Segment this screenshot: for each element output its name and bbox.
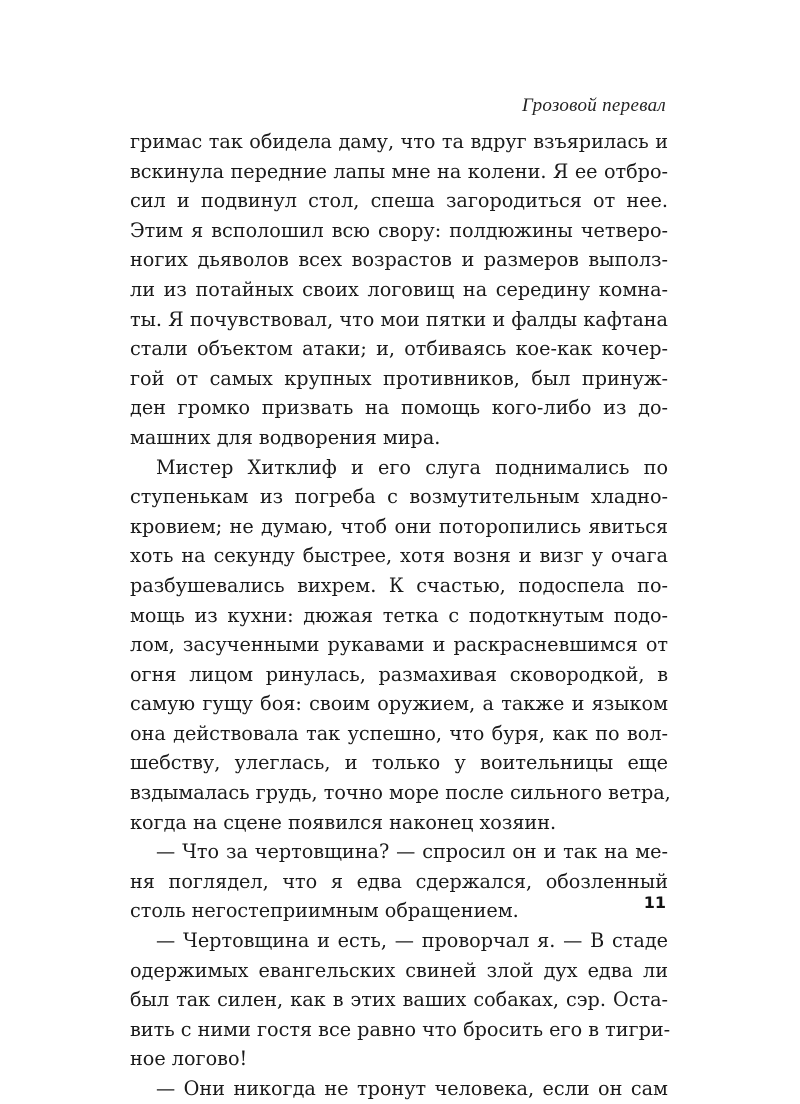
text-line: вскинула передние лапы мне на колени. Я ее отбро- [130, 159, 668, 183]
text-line: Этим я всполошил всю свору: полдюжины четверо- [130, 218, 668, 242]
text-line: ден громко призвать на помощь кого-либо из до- [130, 396, 668, 420]
text-line: мощь из кухни: дюжая тетка с подоткнутым подо- [130, 603, 668, 627]
text-line: — Чертовщина и есть, — проворчал я. — В стаде [156, 929, 668, 953]
text-line: ты. Я почувствовал, что мои пятки и фалды кафтана [130, 307, 668, 331]
text-line: ступенькам из погреба с возмутительным хладно- [130, 485, 668, 509]
text-line: гримас так обидела даму, что та вдруг взъярилась и [130, 130, 668, 153]
text-line: ное логово! [130, 1047, 248, 1071]
text-line: был так силен, как в этих ваших собаках, сэр. Оста- [130, 988, 668, 1012]
text-line: разбушевались вихрем. К счастью, подоспела по- [130, 573, 668, 597]
text-line: сил и подвинул стол, спеша загородиться от нее. [130, 189, 668, 213]
running-header: Грозовой перевал [521, 95, 666, 116]
text-line: — Что за чертовщина? — спросил он и так на ме- [156, 840, 668, 864]
text-line: одержимых евангельских свиней злой дух едва ли [130, 958, 668, 982]
text-line: столь негостеприимным обращением. [130, 899, 519, 923]
text-line: когда на сцене появился наконец хозяин. [130, 810, 557, 834]
text-line: вить с ними гостя все равно что бросить его в тигри- [130, 1017, 671, 1041]
text-line: кровием; не думаю, чтоб они поторопились явиться [130, 514, 668, 538]
text-line: вздымалась грудь, точно море после сильного ветра, [130, 781, 671, 805]
text-line: — Они никогда не тронут человека, если он сам [156, 1077, 668, 1100]
text-line: Мистер Хитклиф и его слуга поднимались по [156, 455, 668, 479]
text-line: гой от самых крупных противников, был принуж- [130, 366, 668, 390]
text-line: ли из потайных своих логовищ на середину комна- [130, 277, 668, 301]
text-line: шебству, улеглась, и только у воительницы еще [130, 751, 668, 775]
body-text [130, 127, 671, 1104]
text-line: ногих дьяволов всех возрастов и размеров выполз- [130, 248, 668, 272]
text-line: ня поглядел, что я едва сдержался, обозленный [130, 869, 668, 893]
page-number: 11 [643, 893, 666, 912]
text-line: стали объектом атаки; и, отбиваясь кое-как кочер- [130, 337, 668, 361]
text-line: машних для водворения мира. [130, 425, 441, 449]
text-line: лом, засученными рукавами и раскрасневшимся от [130, 633, 668, 657]
text-line: самую гущу боя: своим оружием, а также и языком [130, 692, 668, 716]
text-line: хоть на секунду быстрее, хотя возня и визг у очага [130, 544, 668, 568]
text-line: огня лицом ринулась, размахивая сковородкой, в [130, 662, 668, 686]
text-line: она действовала так успешно, что буря, как по вол- [130, 721, 668, 745]
